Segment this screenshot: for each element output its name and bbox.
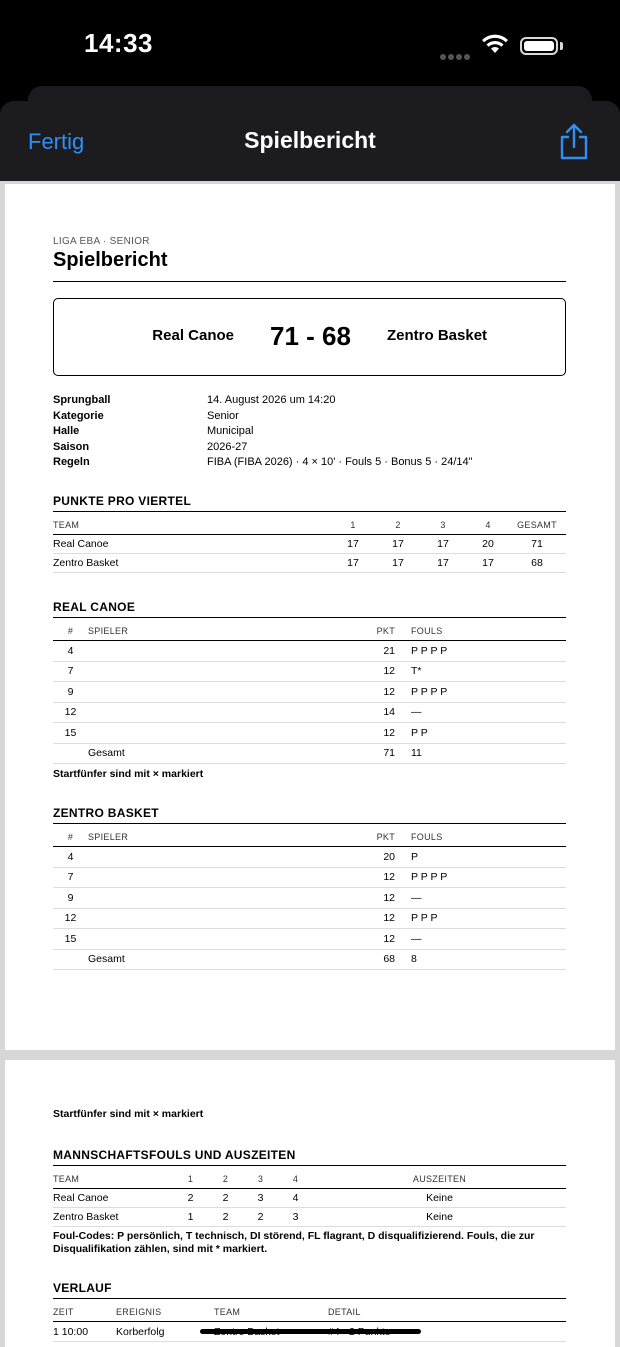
cellular-signal-icon [440,47,472,65]
quarters-section [53,494,566,573]
cell: P P P P [411,682,566,703]
battery-tip [560,42,563,50]
cell: 71 [508,535,566,554]
info-key: Halle [53,425,80,437]
cell: 20 [468,535,508,554]
col-header: SPIELER [88,621,373,641]
pdf-page-1 [5,184,615,1050]
away-boxscore-title: ZENTRO BASKET [53,806,159,820]
col-header: # [53,621,88,641]
cell: P P [411,723,566,744]
team-fouls-table [53,1169,566,1227]
cell: 7 [53,661,88,682]
cell: 17 [328,554,378,573]
col-header: PKT [373,827,395,847]
table-row [53,1189,566,1208]
col-header: 2 [378,515,418,535]
wifi-icon [481,34,509,54]
cell: P [411,847,566,868]
pdf-preview[interactable] [0,181,620,1347]
cell: Keine [313,1208,566,1227]
away-boxscore-table [53,827,566,970]
final-score: 71 - 68 [270,321,351,351]
cell: T* [411,661,566,682]
cell: 1 [173,1208,208,1227]
report-sheet [0,101,620,1347]
info-row [53,409,473,425]
table-row [53,929,566,950]
cell: 9 [53,888,88,909]
col-header: # [53,827,88,847]
cell: P P P P [411,641,566,662]
col-header: EREIGNIS [116,1302,214,1322]
cell: 12 [373,908,395,929]
col-header: SPIELER [88,827,373,847]
home-boxscore-table [53,621,566,764]
section-rule [53,1165,566,1166]
cell: Keine [313,1189,566,1208]
cell: 68 [373,949,395,970]
cell: 21 [373,641,395,662]
section-rule [53,1298,566,1299]
cell: 12 [373,929,395,950]
cell [88,929,373,950]
col-header: PKT [373,621,395,641]
cell: 2 [208,1208,243,1227]
section-rule [53,511,566,512]
game-info [53,393,473,471]
page2-note-wrap [53,1108,566,1120]
table-row [53,908,566,929]
cell: Real Canoe [53,1189,173,1208]
cell: Zentro Basket [53,1208,173,1227]
table-row-total [53,743,566,764]
info-key: Saison [53,440,90,453]
cell: 2 [208,1189,243,1208]
cell [88,661,373,682]
cell: 17 [378,535,418,554]
foul-codes-note: Foul-Codes: P persönlich, T technisch, DI störend, FL flagrant, D disqualifizierend. Fouls, die zur Disqualifikation zählen, sind mit * markiert. [53,1230,535,1255]
col-header: 1 [328,515,378,535]
cell: 4 [278,1189,313,1208]
col-header: DETAIL [328,1302,566,1322]
cell: 2 [173,1189,208,1208]
info-row [53,424,473,440]
cell: — [411,929,566,950]
cell: Gesamt [88,949,373,970]
cell: 68 [508,554,566,573]
cell: 2 [243,1208,278,1227]
table-row [53,1208,566,1227]
cell: 4 [53,641,88,662]
col-header: 1 [173,1169,208,1189]
starters-note: Startfünfer sind mit × markiert [53,1108,204,1120]
cell [88,847,373,868]
col-header: 2 [208,1169,243,1189]
cell: 12 [373,867,395,888]
cell: 14 [373,702,395,723]
team-fouls-title: MANNSCHAFTSFOULS UND AUSZEITEN [53,1148,296,1162]
section-rule [53,823,566,824]
section-rule [53,617,566,618]
table-row [53,888,566,909]
info-key: Sprungball [53,394,111,406]
cell [88,723,373,744]
info-row [53,455,473,471]
cell: 71 [373,743,395,764]
cell: 4 [53,847,88,868]
col-header: GESAMT [508,515,566,535]
away-team-name: Zentro Basket [387,327,488,344]
cell: 12 [373,723,395,744]
cell: 1 10:00 [53,1322,116,1342]
table-row [53,723,566,744]
table-row [53,641,566,662]
cell: 8 [411,949,566,970]
cell: 9 [53,682,88,703]
info-key: Kategorie [53,409,104,422]
nav-title: Spielbericht [244,127,376,153]
cell: 12 [373,661,395,682]
col-header: 3 [243,1169,278,1189]
cell: 17 [378,554,418,573]
cell: 12 [53,908,88,929]
col-header: 3 [418,515,468,535]
info-value: Senior [207,409,239,422]
cell: — [411,888,566,909]
home-boxscore-title: REAL CANOE [53,600,136,614]
pdf-page-2 [5,1060,615,1347]
report-header [53,236,566,282]
team-fouls-section [53,1148,566,1256]
status-time: 14:33 [84,28,153,58]
table-row-total [53,949,566,970]
cell: 15 [53,723,88,744]
cell: 12 [373,682,395,703]
info-value: 14. August 2026 um 14:20 [207,394,336,406]
cell: 7 [53,867,88,888]
cell [53,949,88,970]
cell: Real Canoe [53,535,328,554]
col-header: AUSZEITEN [313,1169,566,1189]
starters-note: Startfünfer sind mit × markiert [53,768,204,780]
cell [88,702,373,723]
cell: P P P [411,908,566,929]
col-header: ZEIT [53,1302,116,1322]
cell: — [411,702,566,723]
cell: P P P P [411,867,566,888]
cell: 15 [53,929,88,950]
col-header: TEAM [214,1302,328,1322]
cell: 3 [278,1208,313,1227]
cell [88,908,373,929]
col-header: FOULS [411,827,566,847]
cell: Zentro Basket [53,554,328,573]
title-rule [53,281,566,282]
table-row [53,702,566,723]
home-team-name: Real Canoe [152,327,234,344]
cell: 12 [373,888,395,909]
report-title: Spielbericht [53,249,168,271]
cell [88,867,373,888]
table-row [53,554,566,573]
table-row [53,682,566,703]
league-label: LIGA EBA · SENIOR [53,236,150,247]
info-key: Regeln [53,456,90,468]
col-header: 4 [278,1169,313,1189]
info-row [53,440,473,456]
cell [88,641,373,662]
table-row [53,867,566,888]
home-boxscore-section [53,600,566,780]
col-header: 4 [468,515,508,535]
battery-icon [520,37,558,55]
navigation-bar [0,101,620,182]
cell [88,888,373,909]
info-value: Municipal [207,425,254,437]
cell: 17 [418,535,468,554]
cell: 11 [411,743,566,764]
scoreboard [53,298,566,376]
cell: 20 [373,847,395,868]
cell: 17 [418,554,468,573]
info-value: 2026-27 [207,440,248,453]
cell: 17 [328,535,378,554]
info-row [53,393,473,409]
status-bar [0,0,620,95]
done-button[interactable]: Fertig [28,129,85,154]
cell [88,682,373,703]
quarters-title: PUNKTE PRO VIERTEL [53,494,192,508]
cell [53,743,88,764]
col-header: TEAM [53,515,328,535]
cell: Korberfolg [116,1322,214,1342]
home-indicator[interactable] [200,1329,421,1334]
away-boxscore-section [53,806,566,970]
timeline-title: VERLAUF [53,1281,112,1295]
share-icon[interactable] [558,123,590,161]
cell: 3 [243,1189,278,1208]
table-row [53,847,566,868]
timeline-table [53,1302,566,1342]
col-header: TEAM [53,1169,173,1189]
table-row [53,661,566,682]
table-row [53,535,566,554]
cell: 12 [53,702,88,723]
quarters-table [53,515,566,573]
cell: Gesamt [88,743,373,764]
col-header: FOULS [411,621,566,641]
info-value: FIBA (FIBA 2026) · 4 × 10' · Fouls 5 · Bonus 5 · 24/14" [207,456,473,468]
cell: 17 [468,554,508,573]
